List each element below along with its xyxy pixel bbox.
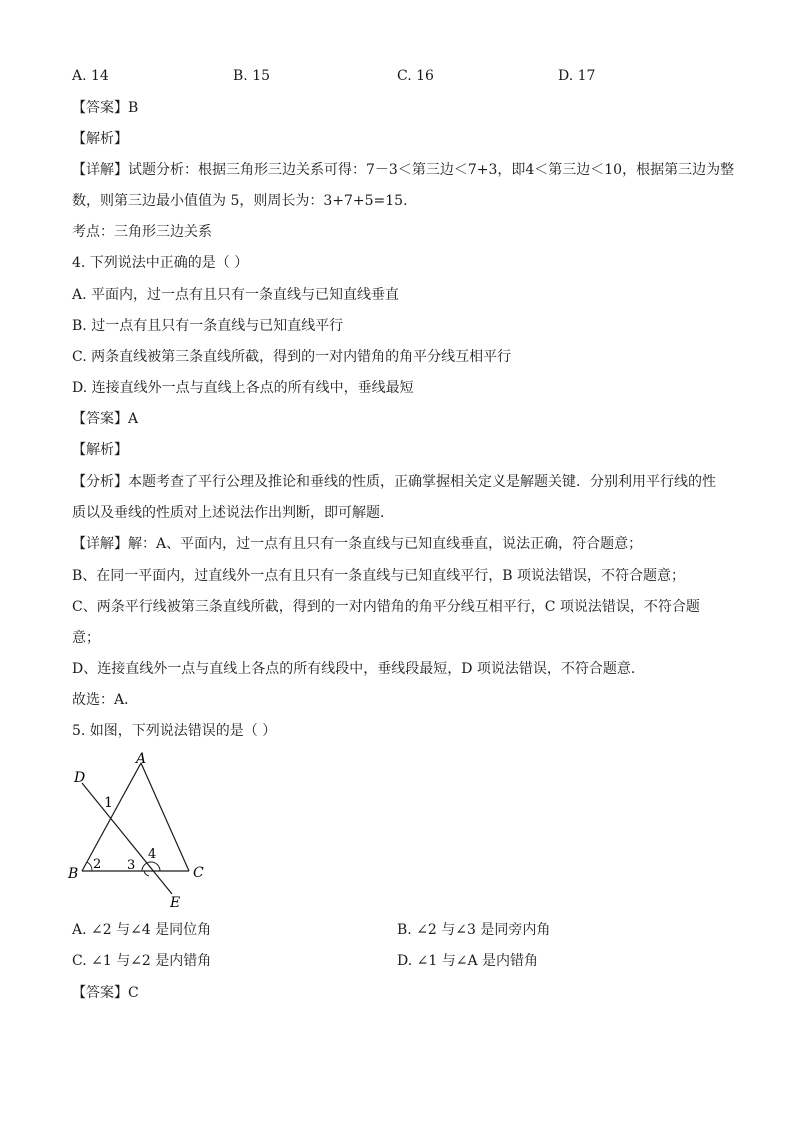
angle-3-arc	[144, 871, 149, 876]
q5-geometry-figure	[60, 745, 220, 913]
q4-question: 4. 下列说法中正确的是（ ）	[72, 255, 249, 271]
q4-option-a: A. 平面内，过一点有且只有一条直线与已知直线垂直	[72, 287, 400, 303]
q5-option-d: D. ∠1 与∠A 是内错角	[397, 953, 539, 969]
q5-option-b: B. ∠2 与∠3 是同旁内角	[397, 922, 551, 938]
q4-answer: 【答案】A	[72, 411, 139, 427]
q4-fenxi-line-2: 质以及垂线的性质对上述说法作出判断，即可解题．	[72, 505, 394, 521]
angle-2-arc	[87, 862, 92, 871]
q3-kaodian: 考点：三角形三边关系	[72, 224, 212, 240]
label-a: A	[136, 751, 147, 767]
label-e: E	[170, 895, 181, 911]
q4-detail-line-1: 【详解】解：A、平面内，过一点有且只有一条直线与已知直线垂直，说法正确，符合题意；	[72, 536, 643, 552]
q3-detail-line-1: 【详解】试题分析：根据三角形三边关系可得：7－3＜第三边＜7+3，即4＜第三边＜10，根据第三边为整	[72, 162, 735, 178]
q4-option-b: B. 过一点有且只有一条直线与已知直线平行	[72, 318, 344, 334]
q4-option-d: D. 连接直线外一点与直线上各点的所有线中，垂线最短	[72, 380, 414, 396]
label-d: D	[74, 770, 86, 786]
q4-detail-line-3: C、两条平行线被第三条直线所截，得到的一对内错角的角平分线互相平行，C 项说法错误，不符合题	[72, 599, 700, 615]
q4-fenxi-line-1: 【分析】本题考查了平行公理及推论和垂线的性质，正确掌握相关定义是解题关键．分别利用平行线的性	[72, 474, 716, 490]
label-angle-3: 3	[127, 858, 136, 873]
q3-option-a: A. 14	[72, 68, 109, 84]
q4-detail-line-2: B、在同一平面内，过直线外一点有且只有一条直线与已知直线平行，B 项说法错误，不符合题意；	[72, 568, 686, 584]
q4-detail-line-4: 意；	[72, 630, 100, 646]
q3-answer: 【答案】B	[72, 100, 139, 116]
q5-option-a: A. ∠2 与∠4 是同位角	[72, 922, 212, 938]
q4-detail-line-5: D、连接直线外一点与直线上各点的所有线段中，垂线段最短，D 项说法错误，不符合题意．	[72, 661, 645, 677]
label-c: C	[193, 865, 204, 881]
q4-option-c: C. 两条直线被第三条直线所截，得到的一对内错角的角平分线互相平行	[72, 349, 512, 365]
q4-analysis-heading: 【解析】	[72, 442, 128, 458]
label-b: B	[68, 866, 79, 882]
q4-choose: 故选：A．	[72, 692, 139, 708]
label-angle-2: 2	[93, 857, 102, 872]
q5-question: 5. 如图，下列说法错误的是（ ）	[72, 723, 277, 739]
q3-option-d: D. 17	[558, 68, 596, 84]
q3-analysis-heading: 【解析】	[72, 131, 128, 147]
q3-detail-line-2: 数，则第三边最小值值为 5，则周长为：3+7+5=15.	[72, 193, 408, 209]
q3-option-b: B. 15	[233, 68, 271, 84]
q3-option-c: C. 16	[397, 68, 434, 84]
label-angle-1: 1	[104, 795, 113, 811]
line-de	[82, 783, 172, 894]
q5-option-c: C. ∠1 与∠2 是内错角	[72, 953, 212, 969]
q5-answer: 【答案】C	[72, 985, 139, 1001]
segment-ab	[82, 763, 141, 871]
angle-4-arc	[142, 862, 160, 871]
label-angle-4: 4	[148, 847, 157, 862]
